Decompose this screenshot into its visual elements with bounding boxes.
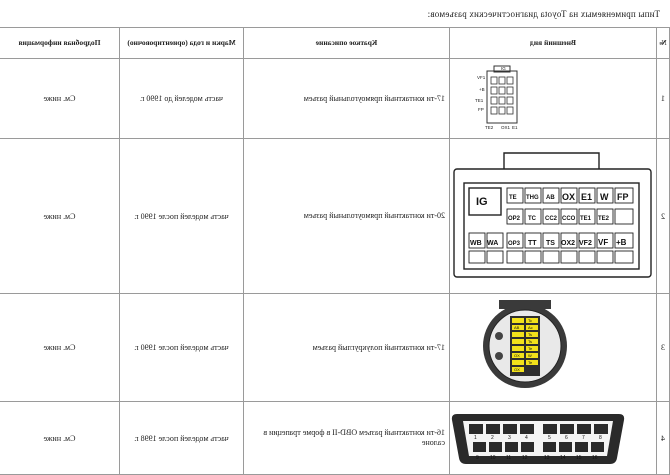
pin-label: OP3	[508, 241, 521, 247]
pin-label: E1	[581, 192, 593, 202]
row-info: См. ниже	[0, 59, 120, 139]
pin-number: 14	[560, 455, 566, 461]
pin-label: +B	[616, 238, 627, 247]
table-row	[0, 294, 670, 402]
connector-image-cell	[450, 402, 657, 475]
pin-number: 11	[506, 455, 512, 461]
pin-label: OX	[562, 192, 576, 202]
pin-label: TS	[546, 240, 555, 247]
pin-label: W	[600, 192, 609, 202]
pin-label: +B	[479, 87, 485, 92]
header-num: №	[657, 28, 670, 59]
pin-label: TE2	[485, 125, 494, 130]
row-models: часть моделей после 1998 г.	[120, 402, 244, 475]
connector-image-cell	[450, 59, 657, 139]
pin-number: 2	[491, 435, 494, 441]
connector-20pin-rect-image	[449, 139, 656, 291]
pin-label: CC2	[545, 216, 558, 222]
row-info: См. ниже	[0, 139, 120, 294]
connector-obd2-image	[449, 402, 656, 472]
pin-label: VF2	[579, 240, 592, 247]
pin-label: TE1	[475, 98, 484, 103]
pin-label: IG	[501, 66, 506, 71]
pin-label: E1	[512, 125, 518, 130]
pin-label: Ac	[528, 325, 533, 330]
pin-label: WB	[470, 240, 482, 247]
header-models: Марки и года (ориентировочно)	[120, 28, 244, 59]
header-info: Подробная информация	[0, 28, 120, 59]
pin-label: OX	[514, 353, 520, 358]
row-info: См. ниже	[0, 294, 120, 402]
connector-image-cell	[450, 139, 657, 294]
pin-label: CCO	[562, 216, 576, 222]
pin-number: 15	[576, 455, 582, 461]
pin-label: Tc	[528, 318, 532, 323]
table-header-row	[0, 28, 670, 59]
pin-label: TE	[509, 195, 517, 201]
pin-number: 10	[490, 455, 496, 461]
pin-label: Te	[528, 360, 533, 365]
row-number: 3	[657, 294, 670, 402]
pin-label: FP	[478, 107, 484, 112]
pin-label: TC	[528, 216, 536, 222]
row-number: 4	[657, 402, 670, 475]
pin-number: 13	[544, 455, 550, 461]
pin-label: OX1	[501, 125, 511, 130]
header-view: Внешний вид	[450, 28, 657, 59]
pin-label: IG	[476, 196, 488, 208]
row-models: часть моделей до 1990 г.	[120, 59, 244, 139]
pin-label: TT	[528, 240, 537, 247]
row-description: 17-ти контактный прямоугольный разъем	[244, 59, 450, 139]
pin-number: 16	[592, 455, 598, 461]
pin-label: VF1	[477, 75, 486, 80]
pin-number: 9	[476, 455, 479, 461]
row-number: 1	[657, 59, 670, 139]
connector-image-cell	[450, 294, 657, 402]
table-row	[0, 402, 670, 475]
pin-label: TE2	[598, 216, 610, 222]
pin-number: 7	[582, 435, 585, 441]
pin-number: 4	[525, 435, 528, 441]
pin-label: OX2	[561, 240, 576, 247]
pin-label: THG	[526, 195, 539, 201]
row-description: 16-ти контактный разъем OBD-II в форме трапеции в салоне	[244, 402, 450, 475]
pin-label: AB	[514, 325, 520, 330]
connector-table	[0, 27, 670, 475]
pin-number: 3	[508, 435, 511, 441]
connector-17pin-round-image	[449, 294, 656, 399]
pin-label: W	[528, 353, 532, 358]
pin-number: 1	[474, 435, 477, 441]
pin-number: 8	[599, 435, 602, 441]
pin-label: Ts	[528, 332, 532, 337]
page-caption: Типы применяемых на Toyota диагностических разъемов:	[427, 9, 660, 19]
pin-label: TE1	[580, 216, 592, 222]
row-description: 17-ти контактный полукруглый разъем	[244, 294, 450, 402]
pin-label: Te	[528, 346, 533, 351]
pin-label: OP2	[508, 216, 521, 222]
pin-number: 6	[565, 435, 568, 441]
row-models: часть моделей после 1990 г.	[120, 294, 244, 402]
table-row	[0, 139, 670, 294]
row-info: См. ниже	[0, 402, 120, 475]
row-description: 20-ти контактный прямоугольный разъем	[244, 139, 450, 294]
pin-label: OX	[514, 367, 520, 372]
pin-number: 5	[548, 435, 551, 441]
pin-number: 12	[522, 455, 528, 461]
pin-label: FP	[617, 192, 629, 202]
pin-label: VF	[598, 238, 609, 247]
row-number: 2	[657, 139, 670, 294]
header-desc: Краткое описание	[244, 28, 450, 59]
connector-17pin-rect-image	[449, 59, 656, 136]
pin-label: Ts	[528, 339, 532, 344]
table-row	[0, 59, 670, 139]
pin-label: AB	[546, 195, 555, 201]
row-models: часть моделей после 1990 г.	[120, 139, 244, 294]
pin-label: WA	[487, 240, 499, 247]
